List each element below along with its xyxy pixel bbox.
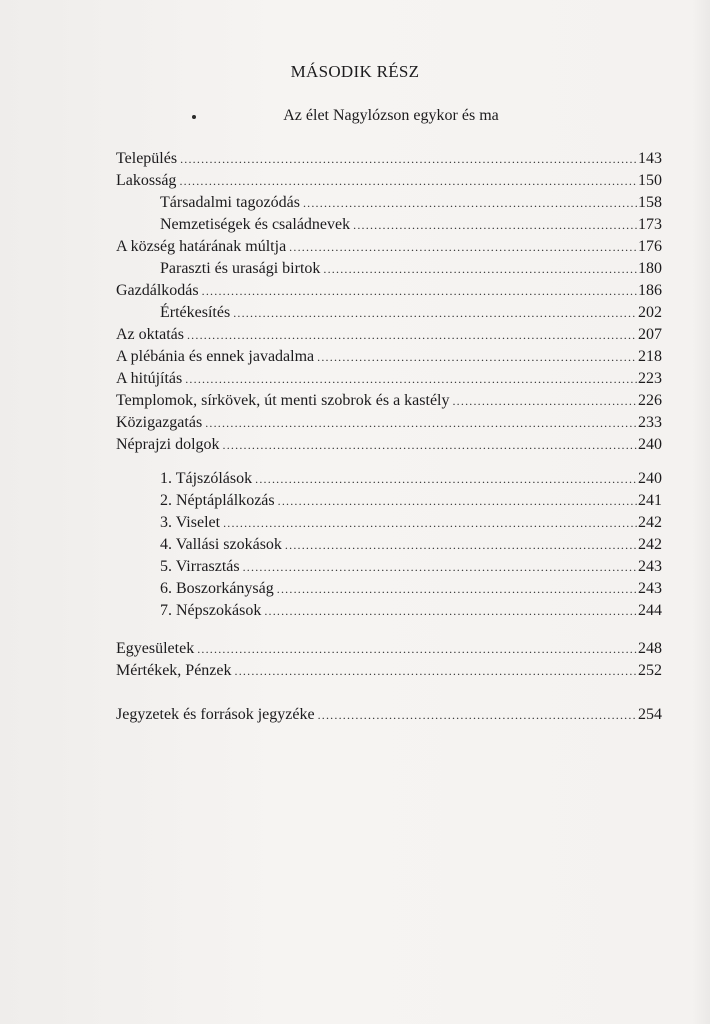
toc-entry-title: Lakosság	[116, 172, 177, 189]
toc-entry-page-number: 244	[638, 602, 662, 619]
toc-entry-page-number: 254	[638, 706, 662, 723]
toc-entry-page-number: 240	[638, 436, 662, 453]
toc-entry-title: Néprajzi dolgok	[116, 436, 220, 453]
dot-leader	[202, 280, 637, 302]
toc-entry-title: 3. Viselet	[160, 514, 221, 531]
dot-leader	[255, 468, 637, 490]
toc-entry	[116, 302, 662, 324]
toc-entry-page-number: 207	[638, 326, 662, 343]
dot-leader	[187, 324, 637, 346]
dot-leader	[223, 434, 637, 456]
dot-leader	[223, 512, 637, 534]
toc-entry	[116, 600, 662, 622]
toc-entry-page-number: 202	[638, 304, 662, 321]
toc-entry-title: 2. Néptáplálkozás	[160, 492, 275, 509]
toc-entry-page-number: 241	[638, 492, 662, 509]
toc-entry	[116, 280, 662, 302]
toc-entry-page-number: 186	[638, 282, 662, 299]
toc-entry-page-number: 243	[638, 558, 662, 575]
dot-leader	[235, 660, 637, 682]
toc-entry-page-number: 233	[638, 414, 662, 431]
toc-entry-page-number: 173	[638, 216, 662, 233]
dot-leader	[289, 236, 637, 258]
toc-entry	[116, 148, 662, 170]
toc-entry-title: Település	[116, 150, 178, 167]
toc-entry-title: Közigazgatás	[116, 414, 203, 431]
dot-leader	[205, 412, 637, 434]
toc-entry-title: Értékesítés	[160, 304, 231, 321]
toc-entry-title: 7. Népszokások	[160, 602, 262, 619]
toc-entry	[116, 390, 662, 412]
toc-entry-title: 1. Tájszólások	[160, 470, 253, 487]
toc-entry-page-number: 252	[638, 662, 662, 679]
dot-leader	[303, 192, 637, 214]
dot-leader	[452, 390, 637, 412]
toc-entry-page-number: 240	[638, 470, 662, 487]
toc-entry-title: A község határának múltja	[116, 238, 287, 255]
toc-entry	[116, 324, 662, 346]
dot-leader	[264, 600, 637, 622]
part-heading: MÁSODIK RÉSZ	[290, 62, 420, 81]
toc-entry-title: Nemzetiségek és családnevek	[160, 216, 351, 233]
toc-entry-page-number: 226	[638, 392, 662, 409]
toc-entry	[116, 534, 662, 556]
dot-leader	[317, 346, 637, 368]
dot-leader	[233, 302, 637, 324]
dot-leader	[353, 214, 637, 236]
toc-entry	[116, 236, 662, 258]
toc-entry	[116, 578, 662, 600]
part-subtitle: Az élet Nagylózson egykor és ma	[283, 107, 499, 124]
toc-entry-title: A hitújítás	[116, 370, 183, 387]
toc-entry	[116, 490, 662, 512]
dot-leader	[185, 368, 637, 390]
toc-entry-page-number: 218	[638, 348, 662, 365]
toc-entry	[116, 170, 662, 192]
toc-entry-page-number: 158	[638, 194, 662, 211]
toc-entry	[116, 258, 662, 280]
dot-leader	[277, 578, 637, 600]
toc-entry	[116, 468, 662, 490]
toc-entry	[116, 660, 662, 682]
toc-entry	[116, 412, 662, 434]
toc-entry	[116, 192, 662, 214]
toc-entry	[116, 434, 662, 456]
toc-entry-page-number: 176	[638, 238, 662, 255]
toc-entry	[116, 556, 662, 578]
toc-entry-title: Mértékek, Pénzek	[116, 662, 232, 679]
toc-entry-title: 5. Virrasztás	[160, 558, 240, 575]
toc-entry	[116, 214, 662, 236]
dot-leader	[197, 638, 637, 660]
toc-entry-title: 4. Vallási szokások	[160, 536, 282, 553]
toc-entry-title: Jegyzetek és források jegyzéke	[116, 706, 315, 723]
toc-entry	[116, 512, 662, 534]
dot-leader	[180, 148, 637, 170]
dot-leader	[323, 258, 637, 280]
dot-leader	[318, 704, 637, 726]
toc-entry	[116, 704, 662, 726]
toc-entry-title: A plébánia és ennek javadalma	[116, 348, 315, 365]
toc-entry	[116, 638, 662, 660]
toc-entry-page-number: 143	[638, 150, 662, 167]
toc-entry-page-number: 180	[638, 260, 662, 277]
toc-entry-page-number: 242	[638, 514, 662, 531]
toc-entry-page-number: 243	[638, 580, 662, 597]
toc-entry-page-number: 150	[638, 172, 662, 189]
toc-entry	[116, 346, 662, 368]
dot-leader	[243, 556, 637, 578]
toc-entry-page-number: 248	[638, 640, 662, 657]
toc-entry-title: Az oktatás	[116, 326, 184, 343]
toc-entry-title: 6. Boszorkányság	[160, 580, 274, 597]
toc-entry-title: Egyesületek	[116, 640, 195, 657]
dot-leader	[278, 490, 637, 512]
toc-entry-page-number: 242	[638, 536, 662, 553]
toc-entry-title: Társadalmi tagozódás	[160, 194, 300, 211]
toc-entry-title: Templomok, sírkövek, út menti szobrok és a kastély	[116, 392, 450, 409]
dot-leader	[179, 170, 637, 192]
page-edge-shadow	[692, 0, 710, 1024]
toc-entry-title: Paraszti és urasági birtok	[160, 260, 321, 277]
toc-entry-page-number: 223	[638, 370, 662, 387]
toc-entry-title: Gazdálkodás	[116, 282, 199, 299]
dot-leader	[285, 534, 637, 556]
toc-entry	[116, 368, 662, 390]
